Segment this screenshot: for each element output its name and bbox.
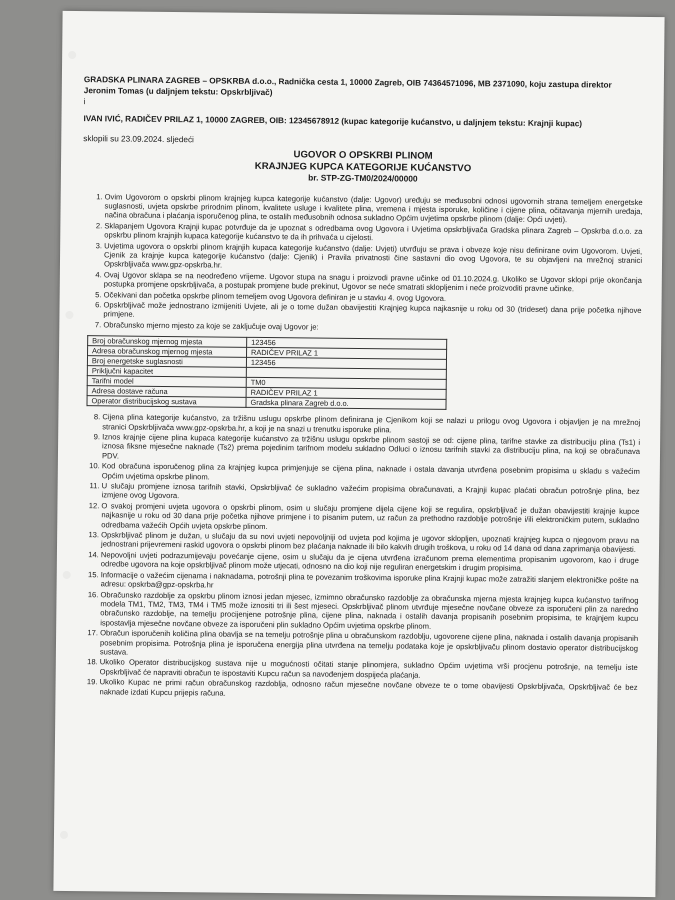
punch-hole bbox=[63, 571, 71, 579]
clause: 9. Iznos krajnje cijene plina kupaca kategorije kućanstvo za tržišnu uslugu opskrbe plinom sastoji se od: cijene plina, tarifne stavke za distribuciju plina (Ts1) i iznosa fiksne mjesečne naknade (Ts2) prema pojedinim tarifnom modelu sukladno Odluci o iznosu tarifnih stavki za distribuciju plina, na koji se obračunava PDV. bbox=[102, 432, 640, 466]
table-row: Adresa dostave računa RADIČEV PRILAZ 1 bbox=[87, 386, 446, 400]
punch-hole bbox=[68, 51, 76, 59]
clause: 7. Obračunsko mjerno mjesto za koje se zaključuje ovaj Ugovor je: bbox=[103, 320, 641, 335]
title-line-2: KRAJNJEG KUPCA KATEGORIJE KUĆANSTVO bbox=[254, 160, 472, 174]
supplier-party: GRADSKA PLINARA ZAGREB – OPSKRBA d.o.o., Radnička cesta 1, 10000 Zagreb, OIB 74364571096, MB 2371090, koju zastupa direktor Jeronim Tomas (u daljnjem tekstu: Opskrbljivač) bbox=[83, 75, 612, 97]
document-body bbox=[77, 75, 643, 703]
clause-list-b bbox=[77, 412, 640, 702]
clause: 15. Informacije o važećim cijenama i naknadama, potrošnji plina te povezanim troškovima isporuke plina Krajnji kupac može zatražiti slanjem elektroničke pošte na adresu: opskrba@gpz-opskrba.hr bbox=[101, 570, 639, 594]
clause: 19. Ukoliko Kupac ne primi račun obračunskog razdoblja, odnosno račun mjesečne novčane obveze te o tome obavijesti Opskrbljivača, Opskrbljivač će bez naknade izdati Kupcu prijepis računa. bbox=[99, 677, 637, 701]
punch-hole bbox=[65, 311, 73, 319]
clause: 17. Obračun isporučenih količina plina obavlja se na temelju potrošnje plina u obračunskom razdoblju, ugovorene cijene plina, naknada i ostalih davanja propisanih posebnim propisima. Potrošnja plina je isporučena energija plina utvrđena na temelju podataka koje je opskrbljivaču plinom dostavio operator distribucijskog sustava. bbox=[100, 628, 638, 662]
clause: 3. Uvjetima ugovora o opskrbi plinom krajnjih kupaca kategorije kućanstvo (dalje: Uvjeti) utvrđuju se prava i obveze koje nisu definirane ovim Ugovorom. Uvjeti, Cjenik za krajnje kupca kategorije kućanstvo (dalje: Cjenik) i Pravila privatnosti čine sastavni dio ovog Ugovora, te su objavljeni na mrežnoj stranici Opskrbljivača www.gpz-opskrba.hr. bbox=[104, 241, 642, 275]
clause: 5. Očekivani dan početka opskrbe plinom temeljem ovog Ugovora definiran je u stavku 4. ovog Ugovora. bbox=[104, 290, 642, 305]
table-row: Priključni kapacitet bbox=[87, 366, 446, 380]
contract-number: br. STP-ZG-TM0/2024/00000 bbox=[308, 172, 418, 184]
contract-page bbox=[53, 11, 664, 897]
clause: 16. Obračunsko razdoblje za opskrbu plinom iznosi jedan mjesec, izmimno obračunsko razdoblje za obračunska mjerna mjesta krajnjeg kupca kućanstvo tarifnog modela TM1, TM2, TM3, TM4 i TM5 može iznositi tri ili šest mjeseci. Opskrbljivač plinom utvrđuje mjesečne novčane obveze za isporučeni plin za naredno obračunsko razdoblje, na temelju procijenjene potrošnje plina, cijene plina, naknada i ostalih davanja propisanih posebnim propisima, te krajnjem kupcu ispostavlja mjesečne novčane obveze za isporučeni plin sukladno Općim uvjetima opskrbe plinom. bbox=[100, 590, 638, 633]
clause: 18. Ukoliko Operator distribucijskog sustava nije u mogućnosti očitati stanje plinomjera, sukladno Općim uvjetima vrši procjenu potrošnje, na temelju iste Opskrbljivač će napraviti obračun te ispostaviti Kupcu račun sa navođenjem dospijeća plaćanja. bbox=[100, 658, 638, 682]
punch-holes bbox=[59, 11, 78, 891]
clause: 6. Opskrbljivač može jednostrano izmijeniti Uvjete, ali je o tome dužan obavijestiti Krajnjeg kupca najkasnije u roku od 30 (trideset) dana prije početka njihove primjene. bbox=[103, 300, 641, 324]
customer-party: IVAN IVIĆ, RADIČEV PRILAZ 1, 10000 ZAGREB, OIB: 12345678912 (kupac kategorije kućanstvo, u daljnjem tekstu: Krajnji kupac) bbox=[83, 113, 583, 128]
table-row: Broj obračunskog mjernog mjesta 123456 bbox=[88, 336, 447, 350]
punch-hole bbox=[60, 831, 68, 839]
contract-title bbox=[83, 147, 643, 187]
title-line-1: UGOVOR O OPSKRBI PLINOM bbox=[293, 149, 433, 162]
clause: 13. Opskrbljivač plinom je dužan, u slučaju da su novi uvjeti nepovoljniji od uvjeta pod kojima je ugovor sklopljen, upoznati krajnjeg kupca o njegovom pravu na jednostrani prijevremeni raskid ugovora o opskrbi plinom bez plaćanja naknade ili bilo kakvih drugih troškova, u roku od 14 dana od dana zaprimanja obavijesti. bbox=[101, 530, 639, 554]
table-row: Adresa obračunskog mjernog mjesta RADIČEV PRILAZ 1 bbox=[88, 346, 447, 360]
table-row: Operator distribucijskog sustava Gradska plinara Zagreb d.o.o. bbox=[87, 396, 446, 410]
signed-date: sklopili su 23.09.2024. sljedeći bbox=[83, 134, 194, 145]
clause: 10. Kod obračuna isporučenog plina za krajnjeg kupca primjenjuje se cijena plina, naknade i ostala davanja utvrđena posebnim propisima u skladu s važećim Općim uvjetima opskrbe plinom. bbox=[102, 462, 640, 486]
clause: 2. Sklapanjem Ugovora Krajnji kupac potvrđuje da je upoznat s odredbama ovog Ugovora i Uvjetima opskrbljivača Gradska plinara Zagreb – Opskrba d.o.o. za opskrbu plinom krajnjih kupaca kategorije kućanstvo te da ih prihvaća u cijelosti. bbox=[104, 221, 642, 245]
clause: 8. Cijena plina kategorije kućanstvo, za tržišnu uslugu opskrbe plinom definirana je Cjenikom koji se nalazi u prilogu ovog Ugovora i objavljen je na mrežnoj stranici Opskrbljivača www.gpz-opskrba.hr, a koji je na snazi u trenutku isporuke plina. bbox=[102, 412, 640, 436]
metering-point-table bbox=[86, 335, 447, 410]
clause: 11. U slučaju promjene iznosa tarifnih stavki, Opskrbljivač će sukladno važećim propisima obračunavati, a Krajnji kupac plaćati obračun potrošnje plina, bez izmjene ovog Ugovora. bbox=[102, 481, 640, 505]
clause: 14. Nepovoljni uvjeti podrazumijevaju povećanje cijene, osim u slučaju da je cijena utvrđena izračunom prema elementima propisanim ugovorom, kao i druge odredbe ugovora na koje opskrbljivač plinom može utjecati, odnosno na dio koji nije reguliran energetskim i drugim propisima. bbox=[101, 550, 639, 574]
clause: 12. O svakoj promjeni uvjeta ugovora o opskrbi plinom, osim u slučaju promjene dijela cijene koji se regulira, opskrbljivač je dužan obavijestiti krajnje kupce najkasnije u roku od 30 dana prije početka njihove primjene i to pisanim putem, uz račun za prethodno razdoblje potrošnje i/ili elektroničkim putem, sukladno odredbama važećih Općih uvjeta opskrbe plinom. bbox=[101, 501, 639, 535]
party-conjunction: i bbox=[83, 97, 86, 107]
clause: 1. Ovim Ugovorom o opskrbi plinom krajnjeg kupca kategorije kućanstvo (dalje: Ugovor) uređuju se međusobni odnosi ugovornih strana temeljem energetske suglasnosti, uvjeta opskrbe prirodnim plinom, kvalitete usluge i kvalitete plina, vremena i mjesta isporuke, količine i cijene plina, očitavanja mjernih uređaja, načina obračuna i plaćanja isporučenog plina, te ostalih međusobnih odnosa sukladno Općim uvjetima opskrbe plinom (dalje: Opći uvjeti). bbox=[104, 192, 642, 226]
table-row: Tarifni model TM0 bbox=[87, 376, 446, 390]
clause: 4. Ovaj Ugovor sklapa se na neodređeno vrijeme. Ugovor stupa na snagu i proizvodi pravne učinke od 01.10.2024.g. Ukoliko se Ugovor sklopi prije okončanja postupka promjene opskrbljivača, a postupak promjene bude prekinut, Ugovor se neće smatrati sklopljenim i neće proizvoditi pravne učinke. bbox=[104, 270, 642, 294]
table-row: Broj energetske suglasnosti 123456 bbox=[87, 356, 446, 370]
clause-list-a bbox=[81, 192, 642, 336]
